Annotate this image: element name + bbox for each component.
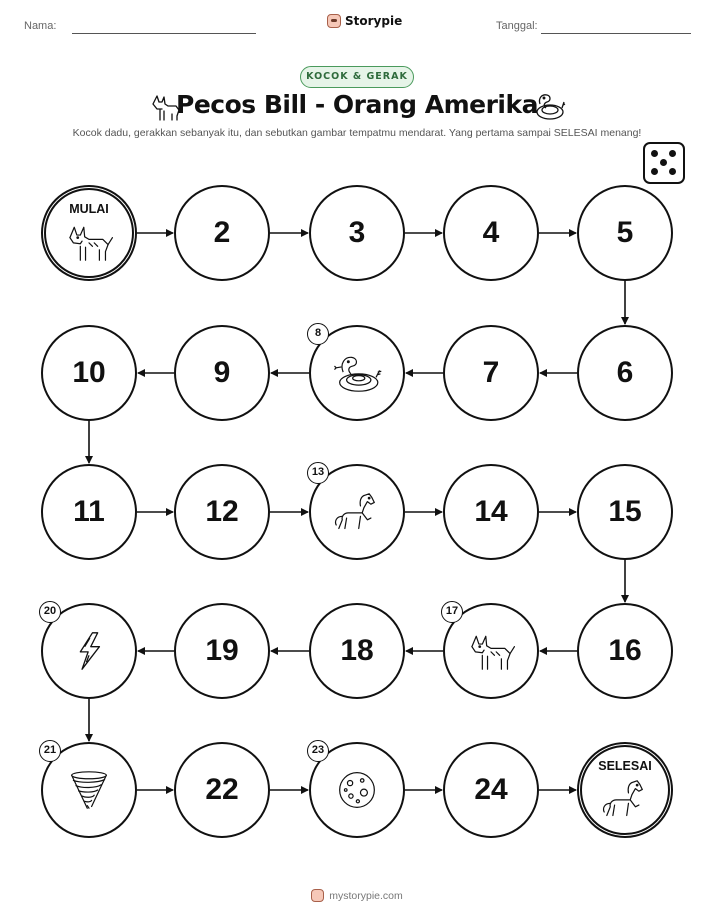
space-number: 3	[348, 216, 366, 249]
board-space-9	[174, 325, 270, 421]
space-number-badge: 23	[307, 740, 329, 762]
space-number: 19	[205, 634, 239, 667]
space-number: 12	[205, 495, 239, 528]
coyote-icon	[63, 220, 115, 268]
footer	[0, 889, 714, 902]
board-space-5	[577, 185, 673, 281]
board-space-24	[443, 742, 539, 838]
board-space-19	[174, 603, 270, 699]
board-space-20	[41, 603, 137, 699]
space-number: 22	[205, 773, 239, 806]
board-space-16	[577, 603, 673, 699]
finish-label: SELESAI	[598, 759, 652, 773]
board-space-12	[174, 464, 270, 560]
brand-name: Storypie	[345, 14, 403, 28]
board-space-18	[309, 603, 405, 699]
board-space-4	[443, 185, 539, 281]
space-number-badge: 13	[307, 462, 329, 484]
lightning-icon	[63, 629, 115, 677]
tornado-icon	[63, 768, 115, 816]
board-space-13	[309, 464, 405, 560]
space-number: 18	[340, 634, 374, 667]
space-number: 24	[474, 773, 508, 806]
board-space-22	[174, 742, 270, 838]
storypie-logo-icon	[311, 889, 324, 902]
page-title: Pecos Bill - Orang Amerika	[176, 90, 538, 119]
board-space-10	[41, 325, 137, 421]
board-space-6	[577, 325, 673, 421]
board-space-2	[174, 185, 270, 281]
board-space-7	[443, 325, 539, 421]
space-number: 14	[474, 495, 508, 528]
start-label: MULAI	[69, 202, 109, 216]
board-space-14	[443, 464, 539, 560]
board-space-17	[443, 603, 539, 699]
rattlesnake-icon	[331, 351, 383, 399]
space-number-badge: 8	[307, 323, 329, 345]
space-number-badge: 17	[441, 601, 463, 623]
space-number: 10	[72, 356, 106, 389]
space-number: 16	[608, 634, 642, 667]
date-label: Tanggal:	[496, 20, 538, 32]
space-number: 9	[213, 356, 231, 389]
footer-url: mystorypie.com	[329, 889, 403, 902]
space-number: 6	[616, 356, 634, 389]
space-number: 4	[482, 216, 500, 249]
finish-space	[577, 742, 673, 838]
space-number: 5	[616, 216, 634, 249]
board-space-3	[309, 185, 405, 281]
horse-icon	[599, 777, 651, 825]
space-number: 15	[608, 495, 642, 528]
moon-icon	[331, 768, 383, 816]
space-number: 11	[73, 495, 105, 528]
board-space-11	[41, 464, 137, 560]
space-number-badge: 21	[39, 740, 61, 762]
board-space-21	[41, 742, 137, 838]
activity-badge: KOCOK & GERAK	[300, 66, 414, 88]
horse-icon	[331, 490, 383, 538]
board-space-15	[577, 464, 673, 560]
instructions: Kocok dadu, gerakkan sebanyak itu, dan sebutkan gambar tempatmu mendarat. Yang pertama sampai SELESAI menang!	[72, 127, 642, 139]
coyote-icon	[465, 629, 517, 677]
board-space-8	[309, 325, 405, 421]
space-number: 7	[482, 356, 500, 389]
board-space-23	[309, 742, 405, 838]
start-space	[41, 185, 137, 281]
space-number-badge: 20	[39, 601, 61, 623]
name-label: Nama:	[24, 20, 57, 32]
space-number: 2	[213, 216, 231, 249]
